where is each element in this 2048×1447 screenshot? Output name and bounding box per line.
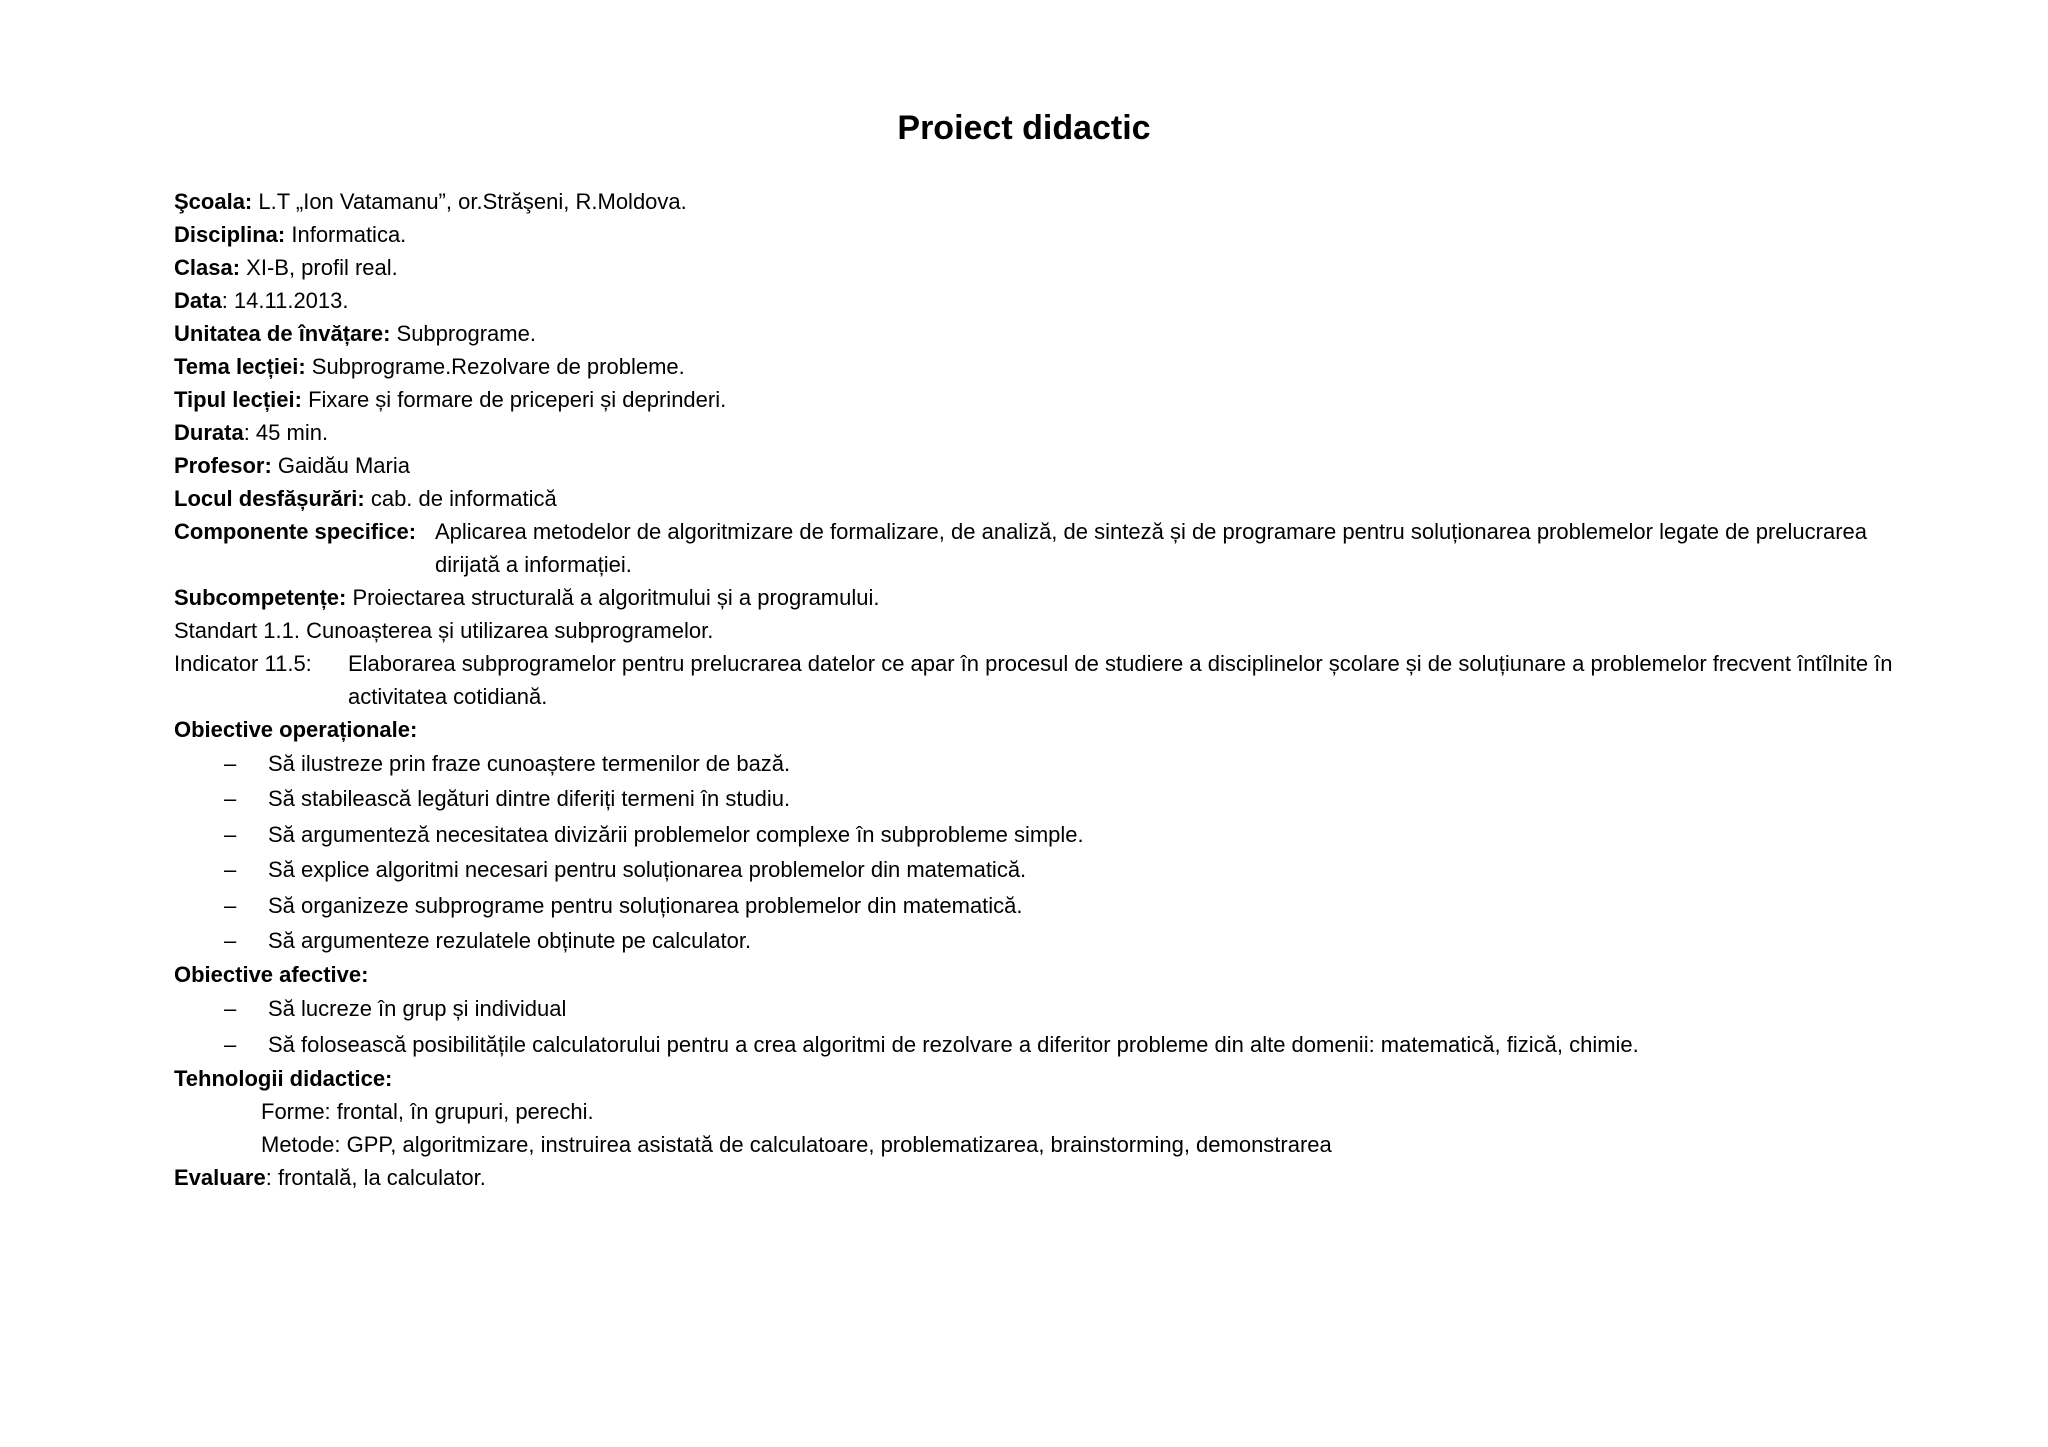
field-value: Informatica. [285,222,407,247]
field-evaluare [174,1161,1974,1194]
bullet-dash: – [224,751,237,776]
tehnologii-metode: Metode: GPP, algoritmizare, instruirea asistată de calculatoare, problematizarea, brainstorming, demonstrarea [261,1132,1332,1158]
list-item-text: Să argumenteză necesitatea divizării problemelor complexe în subprobleme simple. [268,821,1084,847]
field-label: Disciplina: [174,222,286,247]
field-label: Unitatea de învățare: [174,321,391,346]
bullet-dash: – [224,996,237,1022]
standart-line: Standart 1.1. Cunoașterea și utilizarea subprogramelor. [174,618,714,643]
field-locul [174,482,1974,515]
field-label: Tipul lecției: [174,387,302,412]
bullet-dash: – [224,892,237,918]
list-item-text: Să stabilească legături dintre diferiți termeni în studiu. [268,786,791,812]
field-tema [174,350,1974,383]
field-value: Aplicarea metodelor de algoritmizare de formalizare, de analiză, de sinteză și de programare pentru soluționarea problemelor legate de prelucrarea dirijată a informației. [435,519,1868,577]
section-heading-obiective-afective: Obiective afective: [174,962,369,988]
list-item [174,888,1974,923]
field-value: : 14.11.2013. [221,288,349,313]
bullet-dash: – [224,857,237,883]
field-label: Evaluare [174,1165,266,1191]
field-disciplina [174,218,1974,251]
indicator-text: Elaborarea subprogramelor pentru prelucrarea datelor ce apar în procesul de studiere a disciplinelor școlare și de soluțiunare a problemelor frecvent întîlnite în activitatea cotidiană. [348,651,1893,709]
field-scoala [174,185,1974,218]
field-label: Locul desfășurări: [174,486,365,511]
field-data [174,284,1974,317]
field-label: Durata [174,420,244,445]
field-value: cab. de informatică [364,486,557,511]
section-heading-tehnologii: Tehnologii didactice: [174,1066,393,1092]
list-item [174,923,1974,958]
field-subcompetente [174,581,1974,614]
document-body [174,185,1974,1194]
tehnologii-forme: Forme: frontal, în grupuri, perechi. [261,1099,594,1125]
list-item-text: Să ilustreze prin fraze cunoaștere termenilor de bază. [268,751,791,776]
field-label: Profesor: [174,453,272,478]
field-value: L.T „Ion Vatamanu”, or.Străşeni, R.Moldova. [252,189,687,214]
bullet-dash: – [224,927,237,953]
list-item [174,991,1974,1026]
section-heading-obiective-operationale: Obiective operaționale: [174,717,418,742]
list-item [174,746,1974,781]
list-item [174,1027,1974,1062]
bullet-dash: – [224,1031,237,1057]
field-label: Data [174,288,222,313]
obiective-afective-list [174,991,1974,1062]
field-clasa [174,251,1974,284]
field-value: XI-B, profil real. [240,255,398,280]
indicator-block [174,647,1974,713]
field-value: : 45 min. [243,420,329,445]
field-componente [174,515,1974,581]
page-title: Proiect didactic [897,109,1151,147]
field-label: Subcompetențe: [174,585,347,610]
field-tipul [174,383,1974,416]
obiective-operationale-list [174,746,1974,958]
list-item-text: Să organizeze subprograme pentru soluționarea problemelor din matematică. [268,892,1023,918]
indicator-label: Indicator 11.5: [174,651,312,676]
field-value: Fixare și formare de priceperi și deprinderi. [301,387,727,412]
field-profesor [174,449,1974,482]
field-value: Proiectarea structurală a algoritmului și a programului. [346,585,880,610]
list-item-text: Să lucreze în grup și individual [268,996,567,1022]
field-label: Şcoala: [174,189,253,214]
bullet-dash: – [224,786,237,812]
list-item-text: Să argumenteze rezulatele obținute pe calculator. [268,927,752,953]
field-durata [174,416,1974,449]
field-value: Subprograme.Rezolvare de probleme. [305,354,685,379]
bullet-dash: – [224,821,237,847]
field-value: Subprograme. [390,321,536,346]
list-item-text: Să folosească posibilitățile calculatorului pentru a crea algoritmi de rezolvare a diferitor probleme din alte domenii: matematică, fizică, chimie. [268,1031,1639,1057]
field-unitatea [174,317,1974,350]
field-value: : frontală, la calculator. [265,1165,486,1191]
list-item-text: Să explice algoritmi necesari pentru soluționarea problemelor din matematică. [268,857,1027,883]
list-item [174,781,1974,816]
list-item [174,852,1974,887]
field-label: Tema lecției: [174,354,306,379]
field-value: Gaidău Maria [271,453,410,478]
list-item [174,817,1974,852]
field-label: Clasa: [174,255,241,280]
field-label: Componente specifice: [174,519,417,544]
